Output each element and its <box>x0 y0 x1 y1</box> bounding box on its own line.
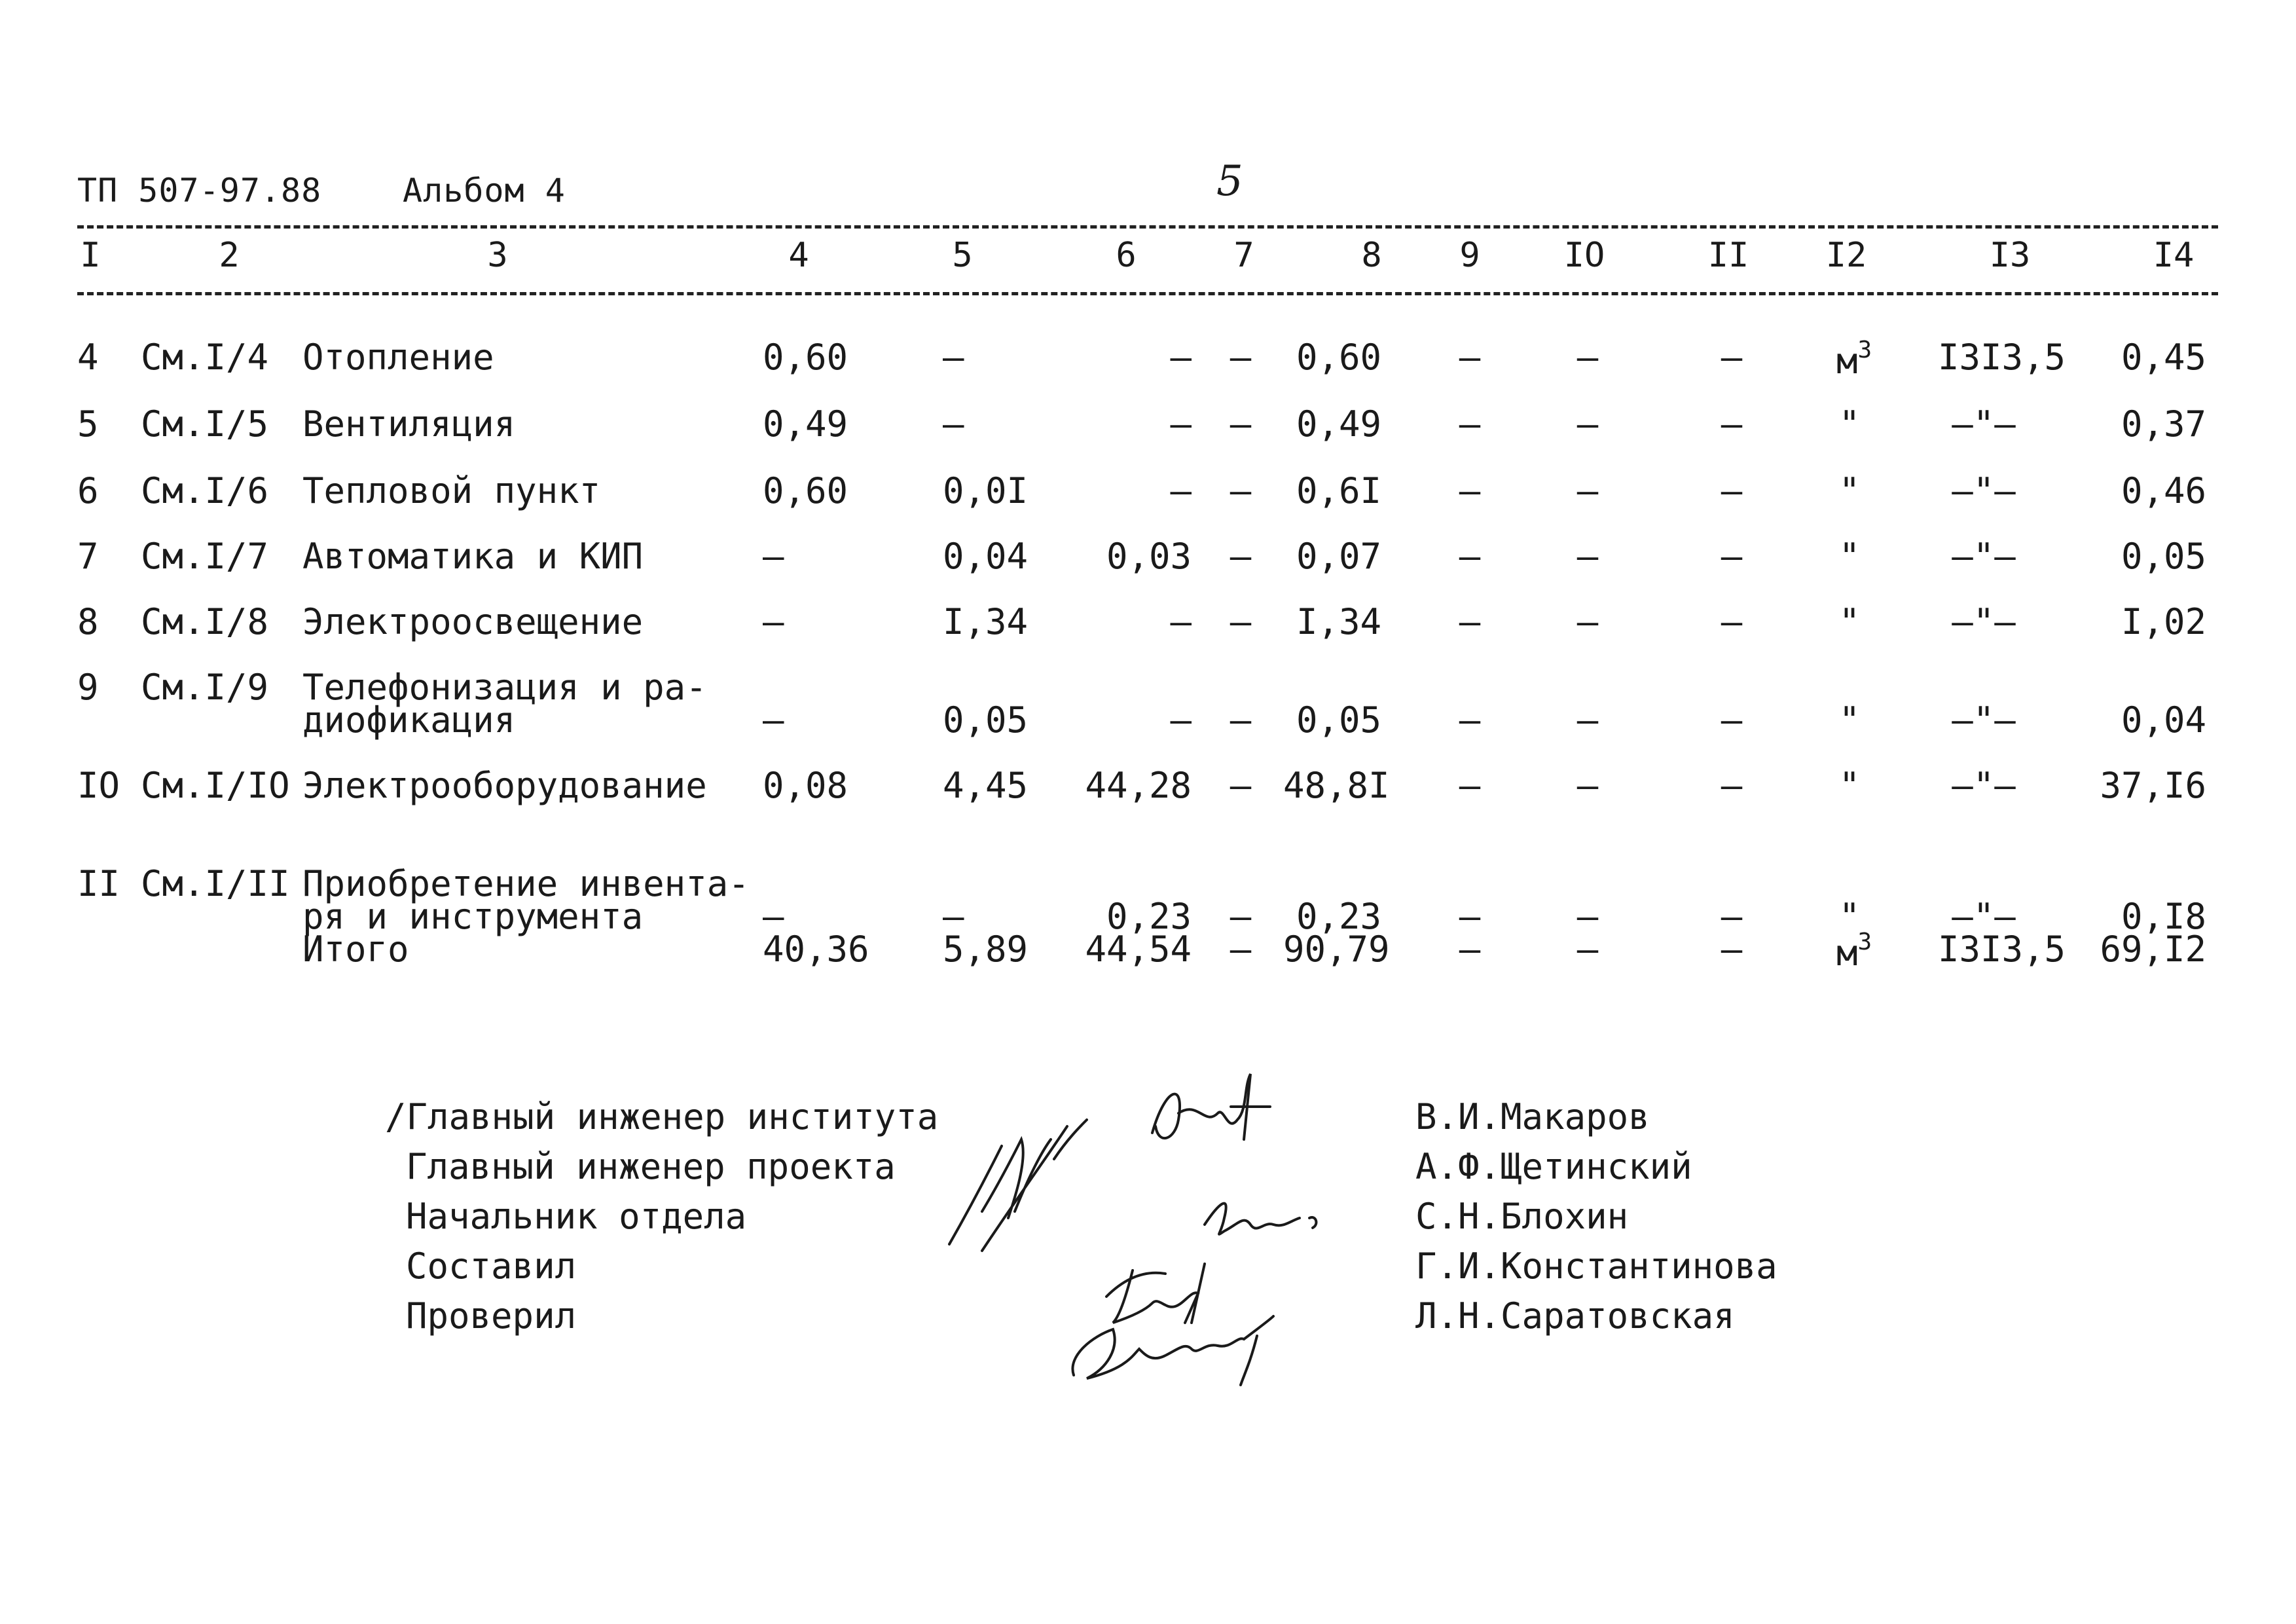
cell-col11: – <box>1721 470 1743 511</box>
cell-col11: – <box>1721 699 1743 741</box>
row-name: Электроосвещение <box>302 601 644 642</box>
cell-col14: 0,37 <box>2121 403 2206 445</box>
cell-col13: –"– <box>1952 403 2016 445</box>
cell-col5: – <box>943 337 964 378</box>
cell-col13: –"– <box>1952 601 2016 642</box>
cell-col5: 0,04 <box>943 536 1029 577</box>
row-name: Тепловой пункт <box>302 470 601 511</box>
cell-col7: – <box>1230 699 1252 741</box>
cell-col10: – <box>1576 699 1599 741</box>
cell-col6: – <box>1170 337 1192 378</box>
cell-col11: – <box>1721 896 1743 937</box>
cell-col4: 0,60 <box>763 337 848 378</box>
row-number: IO <box>77 765 120 806</box>
cell-col10: – <box>1576 929 1599 970</box>
row-number: 4 <box>77 337 99 378</box>
cell-col14: 0,05 <box>2121 536 2206 577</box>
cell-col10: – <box>1576 337 1599 378</box>
signature-makarov <box>1152 1074 1270 1139</box>
cell-unit: " <box>1838 601 1861 642</box>
signatory-name: Г.И.Константинова <box>1415 1246 1777 1287</box>
column-number: I3 <box>1989 236 2031 275</box>
row-reference: См.I/II <box>141 863 290 904</box>
cell-col11: – <box>1721 601 1743 642</box>
album-label: Альбом 4 <box>403 172 566 210</box>
cell-col5: – <box>943 403 964 445</box>
cell-unit: " <box>1838 765 1861 806</box>
cell-col9: – <box>1459 403 1481 445</box>
cell-col14: 37,I6 <box>2100 765 2206 806</box>
cell-col7: – <box>1230 601 1252 642</box>
cell-col7: – <box>1230 765 1252 806</box>
cell-col4: – <box>763 699 784 741</box>
cell-col6: 44,54 <box>1085 929 1192 970</box>
cell-col4: 0,49 <box>763 403 848 445</box>
row-reference: См.I/6 <box>141 470 269 511</box>
column-number: 4 <box>788 236 809 275</box>
page-number: 5 <box>1216 157 1243 206</box>
row-name-continued: ря и инструмента <box>302 896 644 937</box>
cell-col9: – <box>1459 896 1481 937</box>
cell-col4: – <box>763 536 784 577</box>
column-number: 5 <box>952 236 973 275</box>
cell-col7: – <box>1230 896 1252 937</box>
cell-col5: – <box>943 896 964 937</box>
header-rule-top <box>77 225 2218 229</box>
cell-unit: " <box>1838 536 1861 577</box>
cell-col6: 0,23 <box>1106 896 1192 937</box>
cell-col11: – <box>1721 765 1743 806</box>
signature-role: Главный инженер проекта <box>406 1146 896 1187</box>
cell-col4: 0,08 <box>763 765 848 806</box>
row-name: Приобретение инвента- <box>302 863 750 904</box>
cell-col13: –"– <box>1952 536 2016 577</box>
cell-col8: 0,6I <box>1296 470 1381 511</box>
row-number: 5 <box>77 403 99 445</box>
cell-col13: I3I3,5 <box>1938 929 2066 970</box>
cell-col4: 0,60 <box>763 470 848 511</box>
cell-col6: – <box>1170 470 1192 511</box>
cell-col10: – <box>1576 403 1599 445</box>
cell-col13: –"– <box>1952 765 2016 806</box>
cell-col11: – <box>1721 337 1743 378</box>
cell-col7: – <box>1230 929 1252 970</box>
row-reference: См.I/IO <box>141 765 290 806</box>
column-number: IO <box>1563 236 1605 275</box>
cell-col8: 0,07 <box>1296 536 1381 577</box>
cell-col14: 0,I8 <box>2121 896 2206 937</box>
cell-col5: 5,89 <box>943 929 1029 970</box>
cell-col14: 0,46 <box>2121 470 2206 511</box>
cell-col4: – <box>763 896 784 937</box>
signature-shchetinsky <box>949 1120 1087 1251</box>
signature-blokhin <box>1205 1204 1316 1234</box>
signatory-name: Л.Н.Саратовская <box>1415 1295 1735 1337</box>
cell-col7: – <box>1230 403 1252 445</box>
row-number: 9 <box>77 667 99 708</box>
signature-roles <box>385 1092 938 1341</box>
row-name: Отопление <box>302 337 494 378</box>
cell-col11: – <box>1721 929 1743 970</box>
cell-col8: 0,23 <box>1296 896 1381 937</box>
column-number: I <box>80 236 101 275</box>
cell-col10: – <box>1576 470 1599 511</box>
column-number: I2 <box>1825 236 1867 275</box>
row-reference: См.I/4 <box>141 337 269 378</box>
column-number: 9 <box>1459 236 1480 275</box>
cell-col9: – <box>1459 699 1481 741</box>
cell-col5: 4,45 <box>943 765 1029 806</box>
signatory-name: В.И.Макаров <box>1415 1096 1650 1137</box>
column-number: 8 <box>1361 236 1382 275</box>
signature-role: Начальник отдела <box>406 1196 747 1237</box>
cell-col14: 69,I2 <box>2100 929 2206 970</box>
signature-role: Проверил <box>406 1295 577 1337</box>
column-number: 7 <box>1233 236 1254 275</box>
row-number: 6 <box>77 470 99 511</box>
row-name: Автоматика и КИП <box>302 536 644 577</box>
cell-col9: – <box>1459 470 1481 511</box>
cell-col7: – <box>1230 470 1252 511</box>
cell-col8: 48,8I <box>1283 765 1390 806</box>
cell-col10: – <box>1576 765 1599 806</box>
signatory-name: С.Н.Блохин <box>1415 1196 1629 1237</box>
cell-col13: –"– <box>1952 470 2016 511</box>
row-number: 8 <box>77 601 99 642</box>
cell-col4: – <box>763 601 784 642</box>
signatory-name: А.Ф.Щетинский <box>1415 1146 1692 1187</box>
cell-col9: – <box>1459 536 1481 577</box>
cell-col11: – <box>1721 536 1743 577</box>
cell-col14: 0,04 <box>2121 699 2206 741</box>
row-name-continued: диофикация <box>302 699 516 741</box>
cell-col13: I3I3,5 <box>1938 337 2066 378</box>
cell-col9: – <box>1459 765 1481 806</box>
cell-unit: " <box>1838 403 1861 445</box>
cell-col14: I,02 <box>2121 601 2206 642</box>
cell-col8: 90,79 <box>1283 929 1390 970</box>
signature-konstantinova <box>1106 1264 1205 1323</box>
column-number: 2 <box>219 236 240 275</box>
signature-saratovskaya <box>1072 1316 1273 1385</box>
cell-col10: – <box>1576 896 1599 937</box>
column-number: II <box>1707 236 1749 275</box>
cell-col9: – <box>1459 601 1481 642</box>
cell-col8: 0,49 <box>1296 403 1381 445</box>
column-number: 6 <box>1116 236 1137 275</box>
cell-col7: – <box>1230 337 1252 378</box>
cell-col6: – <box>1170 601 1192 642</box>
cell-col8: 0,60 <box>1296 337 1381 378</box>
cell-col6: 0,03 <box>1106 536 1192 577</box>
cell-col5: 0,05 <box>943 699 1029 741</box>
cell-unit: " <box>1838 470 1861 511</box>
unit-superscript: 3 <box>1857 337 1872 363</box>
unit-superscript: 3 <box>1857 929 1872 955</box>
handwritten-signatures <box>917 1048 1375 1388</box>
row-reference: См.I/8 <box>141 601 269 642</box>
row-reference: См.I/5 <box>141 403 269 445</box>
cell-unit: " <box>1838 699 1861 741</box>
cell-col11: – <box>1721 403 1743 445</box>
cell-col7: – <box>1230 536 1252 577</box>
row-reference: См.I/9 <box>141 667 269 708</box>
header-rule-bottom <box>77 292 2218 295</box>
cell-col10: – <box>1576 601 1599 642</box>
row-name: Электрооборудование <box>302 765 707 806</box>
cell-col5: 0,0I <box>943 470 1029 511</box>
signature-role: Составил <box>406 1246 577 1287</box>
cell-col9: – <box>1459 337 1481 378</box>
signature-role: /Главный инженер института <box>385 1096 939 1137</box>
cell-col5: I,34 <box>943 601 1029 642</box>
column-number: I4 <box>2153 236 2195 275</box>
cell-col13: –"– <box>1952 896 2016 937</box>
cell-col6: 44,28 <box>1085 765 1192 806</box>
cell-col4: 40,36 <box>763 929 869 970</box>
cell-unit: $м^3$ <box>1836 929 1872 974</box>
cell-unit: $м^3$ <box>1836 337 1872 382</box>
column-number: 3 <box>487 236 508 275</box>
cell-col10: – <box>1576 536 1599 577</box>
cell-col8: I,34 <box>1296 601 1381 642</box>
row-number: 7 <box>77 536 99 577</box>
signature-names <box>1415 1092 1777 1341</box>
cell-col9: – <box>1459 929 1481 970</box>
cell-col8: 0,05 <box>1296 699 1381 741</box>
cell-col14: 0,45 <box>2121 337 2206 378</box>
doc-code: ТП 507-97.88 <box>77 172 322 210</box>
row-number: II <box>77 863 120 904</box>
row-reference: См.I/7 <box>141 536 269 577</box>
cell-col6: – <box>1170 699 1192 741</box>
row-name: Вентиляция <box>302 403 516 445</box>
cell-col13: –"– <box>1952 699 2016 741</box>
row-name: Итого <box>302 929 409 970</box>
row-name: Телефонизация и ра- <box>302 667 707 708</box>
cell-col6: – <box>1170 403 1192 445</box>
cell-unit: " <box>1838 896 1861 937</box>
